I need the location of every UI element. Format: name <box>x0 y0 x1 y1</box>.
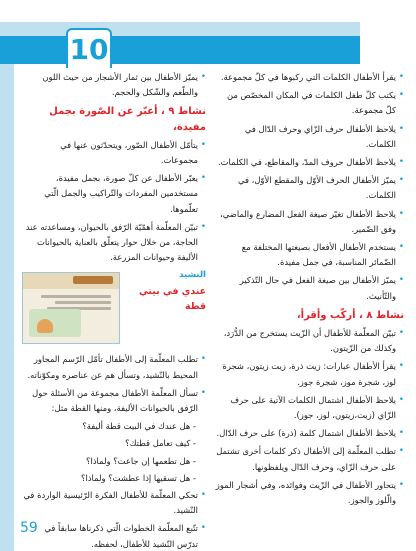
list-item: • يلاحظ الأطفال حروف المدّ، والمقاطع، في الكلمات. <box>214 155 404 170</box>
list-item: • يميّز الأطفال بين ثمار الأشجار من حيث اللون والطّعم والشّكل والحجم. <box>22 70 206 100</box>
list-item: • يكتب كلّ طفل الكلمات في المكان المخصّص من كلّ مجموعة. <box>214 88 404 118</box>
nashid-block <box>22 268 206 350</box>
list-item: • يتحاور الأطفال في الزّيت وفوائده، وفي أشجار الموز والّلوز والجوز. <box>214 478 404 508</box>
nashid-text <box>126 268 206 314</box>
list-item: • تسأل المعلّمة الأطفال مجموعة من الأسئلة حول الرّفق بالحيوانات الأليفة، ومنها القطة مثل: <box>22 386 206 416</box>
list-item: • يعبّر الأطفال عن كلّ صورة، بجمل مفيدة، مستخدمين المفردات والتّراكيب والجمل الّتي تعلّموها. <box>22 171 206 217</box>
thumbnail-title-shape <box>73 276 113 284</box>
section-heading-activity-9: نشاط ٩ ، أعبّر عن الصّورة بجمل مفيدة، <box>49 106 206 133</box>
list-item: • يلاحظ الأطفال اشتمال كلمة (ذرة) على حرف الدّال. <box>214 426 404 441</box>
list-item: • تبيّن المعلّمة للأطفال أن الزّيت يستخرج من الدُّرَد، وكذلك من الزّيتون. <box>214 326 404 356</box>
page-number: 59 <box>20 520 38 536</box>
list-item: • يلاحظ الأطفال تغيّر صيغة الفعل المضارع والماضي، وفق الضّمير. <box>214 207 404 237</box>
side-bar <box>0 64 14 551</box>
header-band <box>0 0 416 64</box>
nashid-page-thumbnail <box>22 272 120 344</box>
thumbnail-text-line <box>41 295 111 298</box>
list-item: • تطلب المعلّمة إلى الأطفال تأمّل الرّسم المجاور المحيط بالنّشيد، وتسأل هم عن عناصره ومكوّناته. <box>22 352 206 382</box>
nashid-label: النشيد <box>179 270 206 281</box>
section-heading-activity-8: نشاط ٨ ، أركّب وأقرأ، <box>296 309 404 321</box>
question-line: - كيف تعامل قطتك؟ <box>125 438 196 449</box>
thumbnail-text-line <box>55 301 111 304</box>
right-column <box>214 70 404 511</box>
list-item: • يميّز الأطفال الحرف الأوّل والمقطع الأوّل، في الكلمات. <box>214 173 404 203</box>
left-column <box>22 70 206 551</box>
nashid-title: عندي في بيتي قطة <box>138 285 206 312</box>
list-item: • تطلب المعلّمة إلى الأطفال ذكر كلمات أخرى تشتمل على حرف الزّاي، وحرف الدّال ويلفظونها. <box>214 444 404 474</box>
cat-icon <box>37 319 53 333</box>
list-item: • تحكي المعلّمة للأطفال الفكرة الرّئيسية الواردة في النّشيد. <box>22 488 206 518</box>
question-line: - هل عندك في البيت قطة أليفة؟ <box>82 421 196 432</box>
lesson-number-tab <box>66 28 112 68</box>
list-item: • يلاحظ الأطفال حرف الزّاي وحرف الدّال في الكلمات. <box>214 122 404 152</box>
list-item: • يستخدم الأطفال الأفعال بصيغتها المختلفة مع الضّمائر المناسبة، في جمل مفيدة. <box>214 240 404 270</box>
question-line: - هل تسقيها إذا عطشت؟ ولماذا؟ <box>81 472 196 483</box>
list-item: • تبيّن المعلّمة أهمّيّة الرّفق بالحيوان، ومساعدته عند الحاجة، من خلال حوار يتعلّق بالعناية بالحيوانات الأليفة وحيوانات المزرعة. <box>22 220 206 266</box>
list-item: • يقرأ الأطفال عبارات: زيت ذرة، زيت زيتون، شجرة لوز، شجرة موز، شجرة جوز. <box>214 359 404 389</box>
header-band-dark <box>0 36 360 64</box>
list-item: • يقرأ الأطفال الكلمات التي ركبوها في كلّ مجموعة. <box>214 70 404 85</box>
question-line: - هل تطعمها إن جاعت؟ ولماذا؟ <box>86 455 196 466</box>
header-band-light <box>0 22 360 36</box>
lesson-number: 10 <box>69 32 109 66</box>
list-item: • يميّز الأطفال بين صيغة الفعل في حال التّذكير والتّأنيث. <box>214 273 404 303</box>
list-item: • تتّبع المعلّمة الخطوات الّتي ذكرناها سابقاً في تدرّس النّشيد للأطفال، لحفظه. <box>22 521 206 551</box>
list-item: • يلاحظ الأطفال اشتمال الكلمات الآتية على حرف الزّاي (زيت،زيتون، لوز، جوز). <box>214 393 404 423</box>
list-item: • يتأمّل الأطفال الصّور، ويتحدّثون عنها في مجموعات. <box>22 138 206 168</box>
